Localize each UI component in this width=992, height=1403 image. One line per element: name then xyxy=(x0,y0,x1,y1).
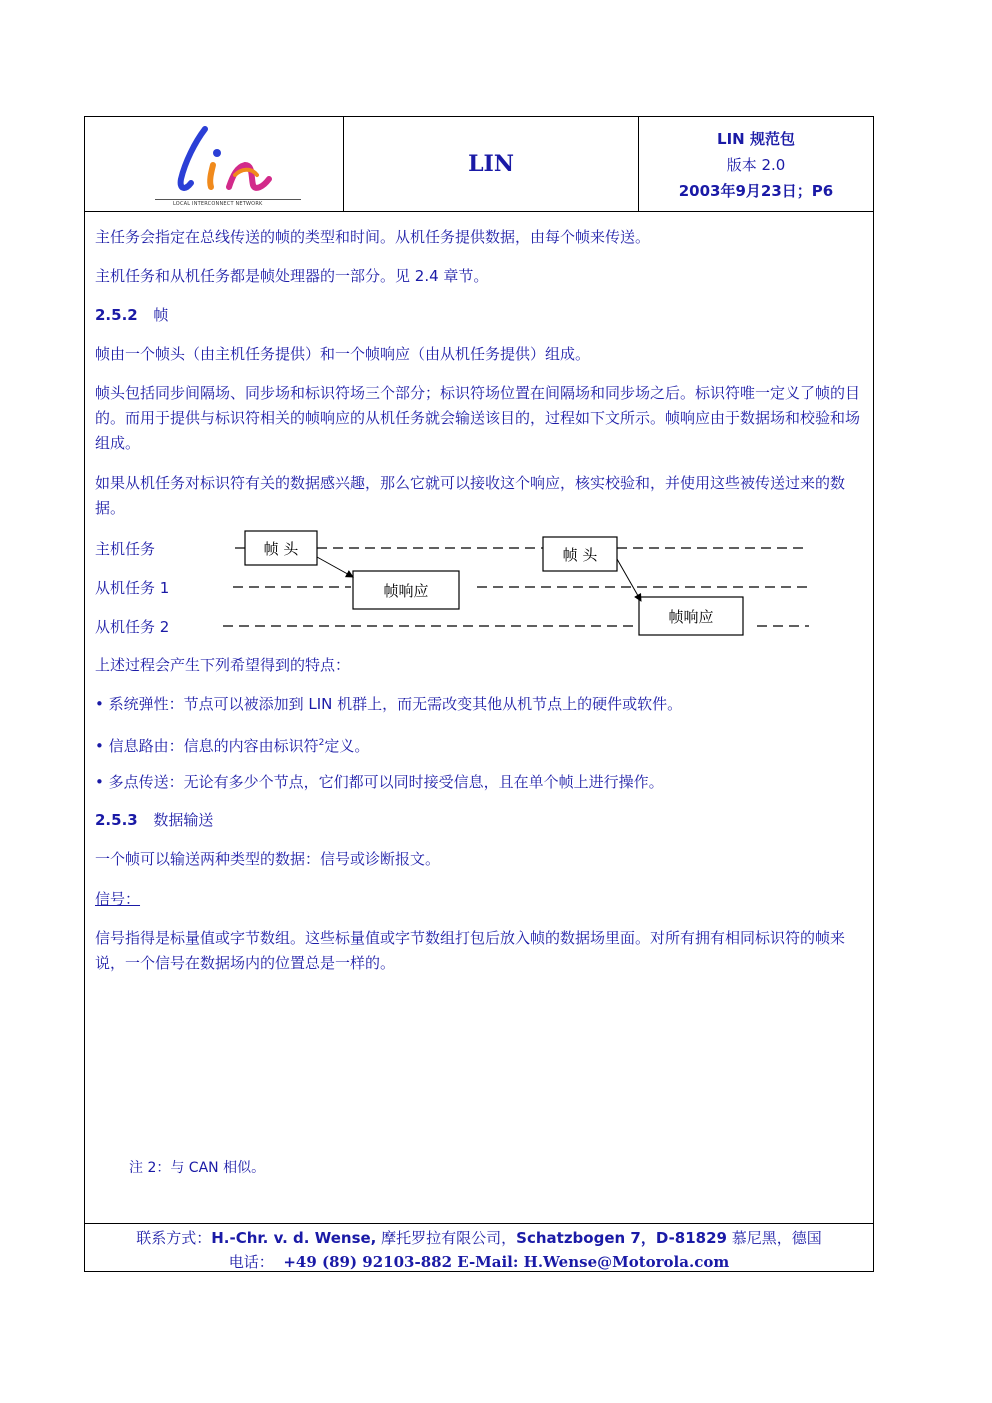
section-heading-2-5-3 xyxy=(95,808,867,833)
title-cell xyxy=(344,117,639,211)
spec-package: LIN 规范包 xyxy=(717,130,795,148)
contact-footer xyxy=(85,1223,873,1272)
footer-line-1: 联系方式：H.-Chr. v. d. Wense, 摩托罗拉有限公司，Schatzbogen 7，D-81829 慕尼黑，德国 xyxy=(136,1229,822,1247)
spec-info-cell xyxy=(639,117,873,211)
logo-cell xyxy=(85,117,344,211)
signal-heading: 信号： xyxy=(95,890,141,908)
document-title: LIN xyxy=(468,151,514,177)
spec-date-page: 2003年9月23日；P6 xyxy=(678,182,834,200)
row-label-slave2: 从机任务 2 xyxy=(95,618,170,636)
lin-logo xyxy=(85,117,344,211)
paragraph: 主机任务和从机任务都是帧处理器的一部分。见 2.4 章节。 xyxy=(95,267,489,285)
spec-version: 版本 2.0 xyxy=(726,156,786,174)
bullet-item xyxy=(95,731,867,759)
paragraph: 帧头包括同步间隔场、同步场和标识符场三个部分；标识符场位置在间隔场和同步场之后。标识符唯一定义了帧的目的。而用于提供与标识符相关的帧响应的从机任务就会输送该目的，过程如下文所示。帧响应由于数据场和校验和场组成。 xyxy=(95,384,861,452)
row-label-master: 主机任务 xyxy=(95,540,156,558)
footer-line-2: 电话： +49 (89) 92103-882 E-Mail: H.Wense@Motorola.com xyxy=(228,1253,730,1271)
header-box-label: 帧 头 xyxy=(562,546,598,564)
arrow-icon xyxy=(617,559,641,601)
section-number: 2.5.2 xyxy=(95,306,138,324)
logo-tagline: LOCAL INTERCONNECT NETWORK xyxy=(173,201,263,207)
logo-underline xyxy=(155,199,301,200)
paragraph: 如果从机任务对标识符有关的数据感兴趣，那么它就可以接收这个响应，核实校验和，并使用这些被传送过来的数据。 xyxy=(95,474,846,517)
footnote-marker: 2 xyxy=(318,738,325,748)
header-box-label: 帧 头 xyxy=(263,540,299,558)
document-header xyxy=(85,117,873,212)
arrow-icon xyxy=(317,557,353,577)
section-heading-2-5-2 xyxy=(95,303,867,328)
frame-timing-diagram xyxy=(85,517,873,647)
bullet-item: • 多点传送：无论有多少个节点，它们都可以同时接受信息，且在单个帧上进行操作。 xyxy=(95,773,664,791)
paragraph: 主任务会指定在总线传送的帧的类型和时间。从机任务提供数据，由每个帧来传送。 xyxy=(95,228,651,246)
bullet-text: 定义。 xyxy=(324,737,370,755)
section-title: 数据输送 xyxy=(153,811,214,829)
section-title: 帧 xyxy=(153,306,169,324)
paragraph: 信号指得是标量值或字节数组。这些标量值或字节数组打包后放入帧的数据场里面。对所有拥有相同标识符的帧来说，一个信号在数据场内的位置总是一样的。 xyxy=(95,929,846,972)
paragraph: 上述过程会产生下列希望得到的特点： xyxy=(95,656,351,674)
page-frame xyxy=(84,116,874,1272)
bullet-text: • 信息路由：信息的内容由标识符 xyxy=(95,737,319,755)
paragraph: 一个帧可以输送两种类型的数据：信号或诊断报文。 xyxy=(95,850,441,868)
footnote: 注 2：与 CAN 相似。 xyxy=(129,1160,266,1176)
response-box-label: 帧响应 xyxy=(383,582,429,600)
subheading-signal xyxy=(95,887,867,912)
paragraph: 帧由一个帧头（由主机任务提供）和一个帧响应（由从机任务提供）组成。 xyxy=(95,345,591,363)
response-box-label: 帧响应 xyxy=(668,608,714,626)
section-number: 2.5.3 xyxy=(95,811,138,829)
row-label-slave1: 从机任务 1 xyxy=(95,579,170,597)
bullet-item: • 系统弹性：节点可以被添加到 LIN 机群上，而无需改变其他从机节点上的硬件或软件。 xyxy=(95,695,683,713)
email-link[interactable]: H.Wense@Motorola.com xyxy=(523,1253,730,1271)
